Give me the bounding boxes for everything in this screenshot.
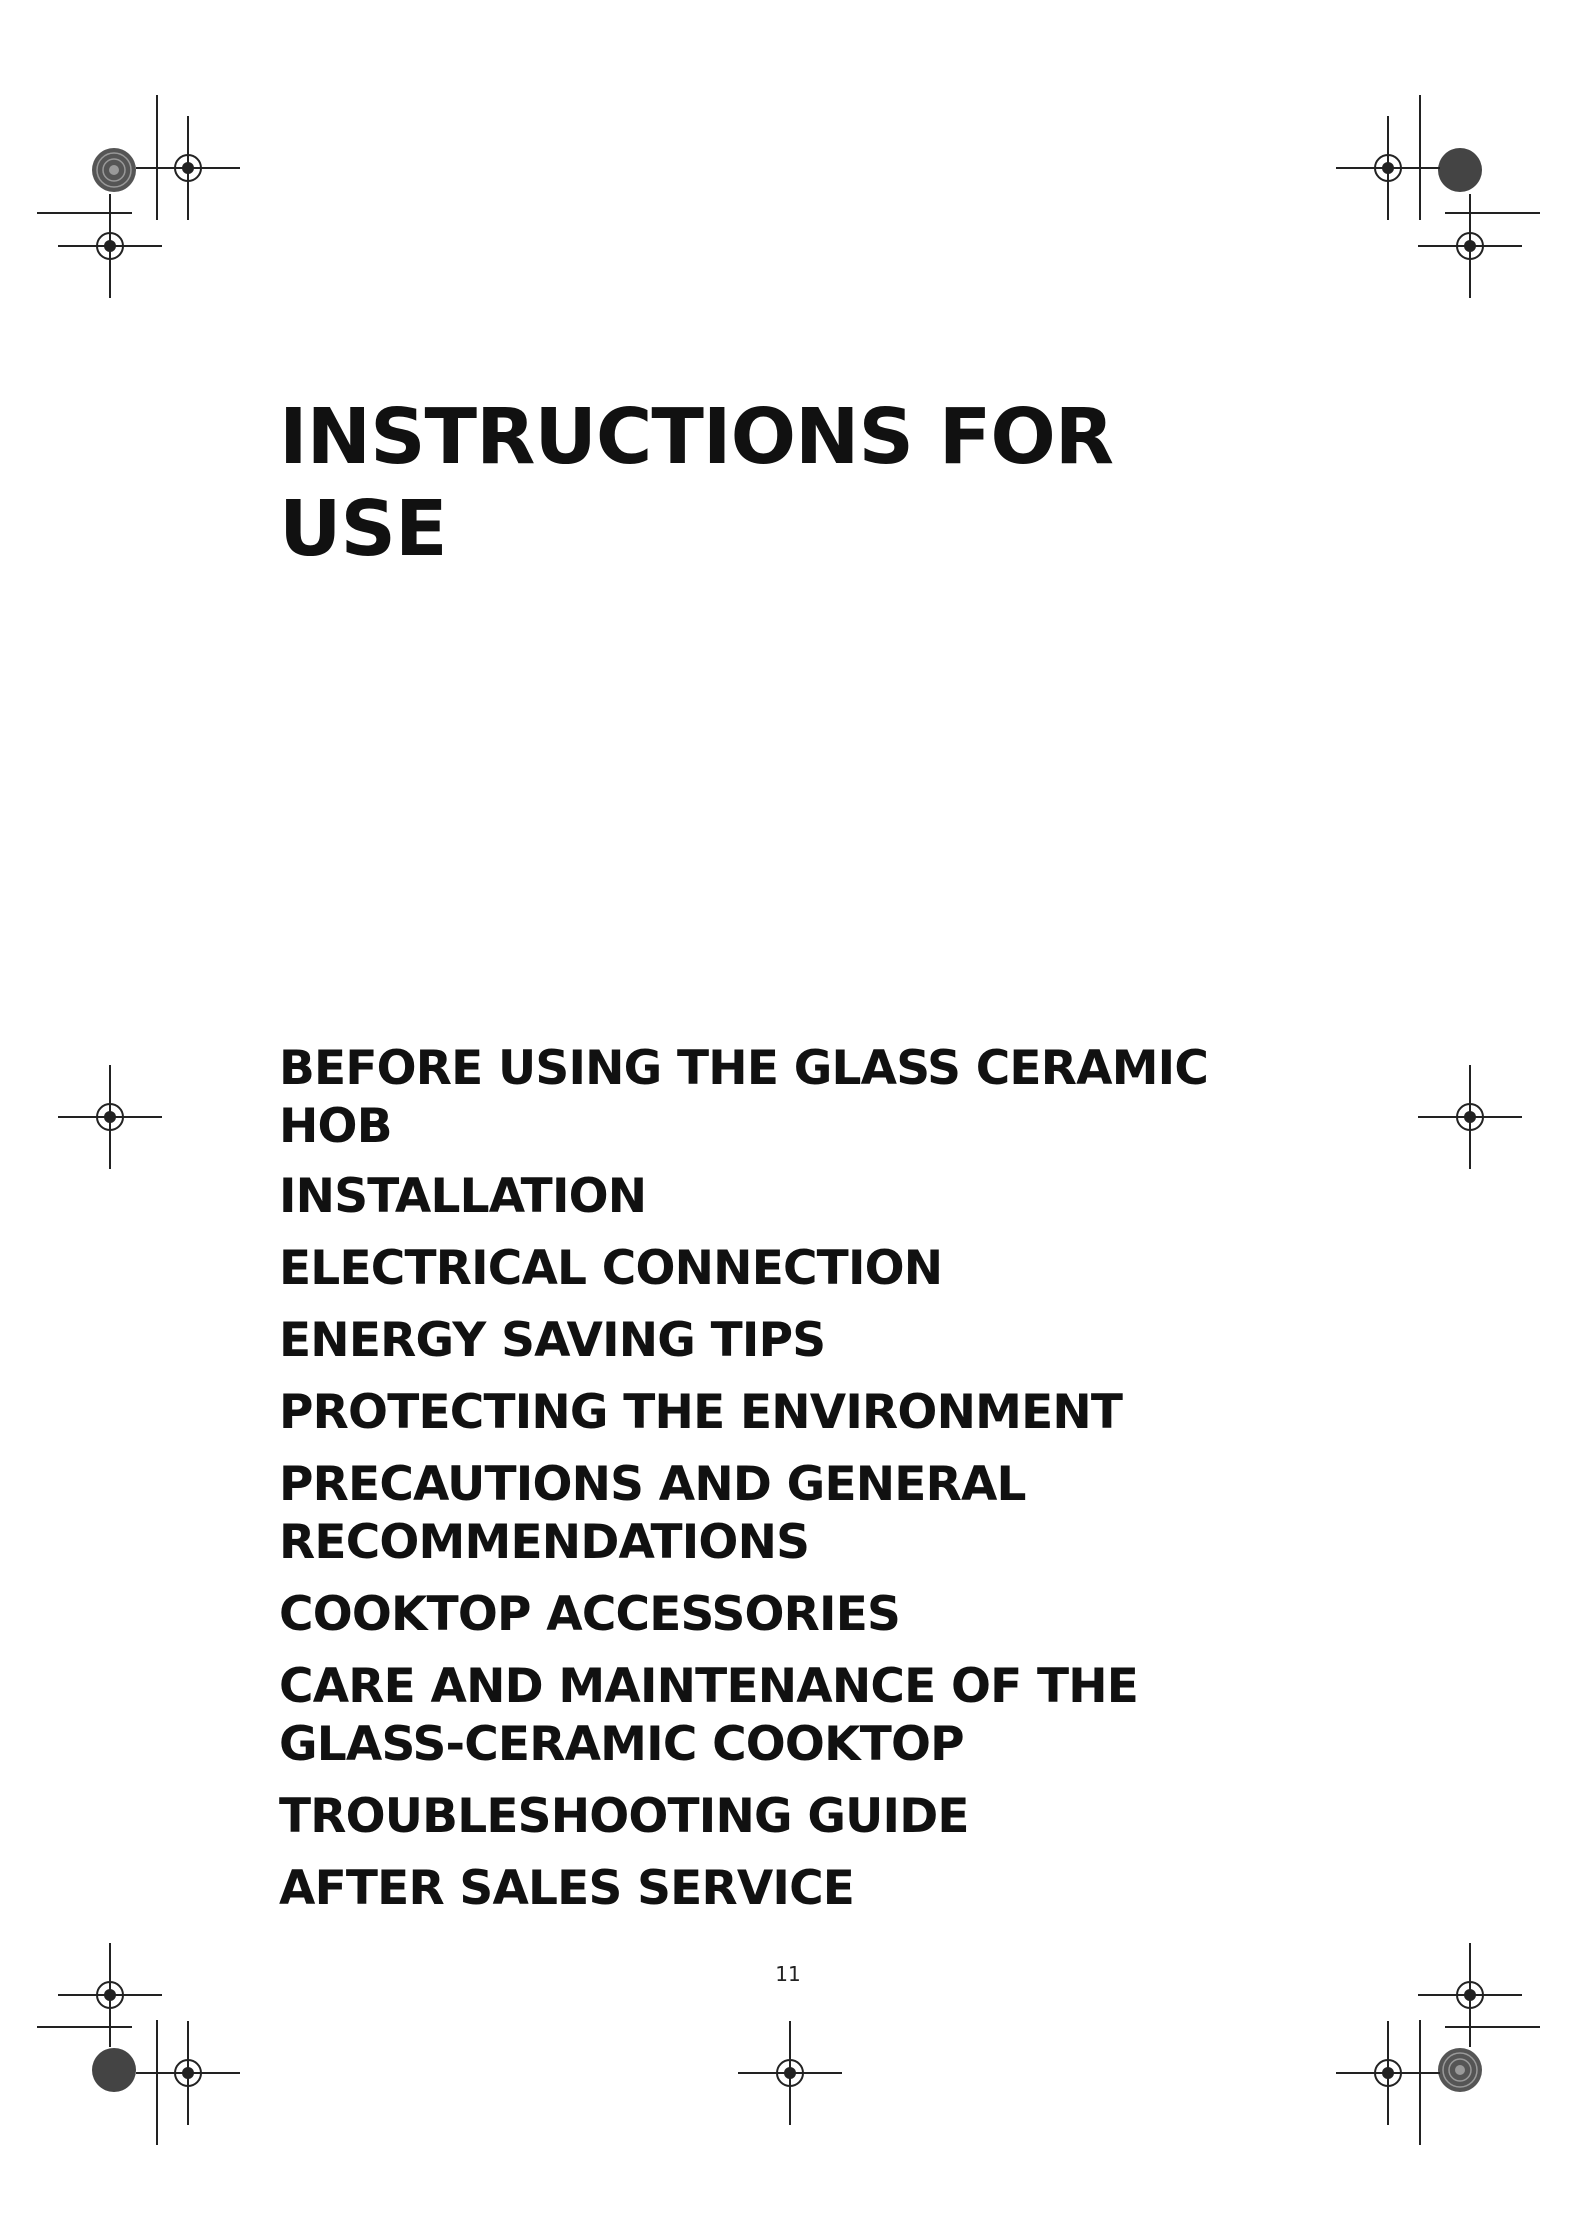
- crosshair-mark-top-right: [1336, 116, 1440, 220]
- target-mark-bottom-right: [1438, 2048, 1482, 2092]
- document-title-line-2: USE: [279, 485, 447, 574]
- toc-item-line: ENERGY SAVING TIPS: [279, 1313, 826, 1368]
- toc-item-line: PROTECTING THE ENVIRONMENT: [279, 1385, 1123, 1440]
- toc-item-troubleshooting: [279, 1788, 1379, 1846]
- toc-item-energy-saving-tips: [279, 1312, 1379, 1370]
- crosshair-mark-bottom-right: [1336, 2021, 1440, 2125]
- toc-item-line: INSTALLATION: [279, 1169, 647, 1224]
- toc-item-line: ELECTRICAL CONNECTION: [279, 1241, 943, 1296]
- toc-item-before-using: [279, 1040, 1379, 1156]
- crosshair-mark-top-left-lower: [58, 194, 162, 298]
- crop-mark-top-right: [1420, 95, 1540, 220]
- document-title-line-1: INSTRUCTIONS FOR: [279, 393, 1114, 482]
- toc-item-cooktop-accessories: [279, 1586, 1379, 1644]
- toc-item-line: COOKTOP ACCESSORIES: [279, 1587, 901, 1642]
- toc-item-line: AFTER SALES SERVICE: [279, 1861, 855, 1916]
- crosshair-mark-top-right-lower: [1418, 194, 1522, 298]
- toc-item-care-maintenance: [279, 1658, 1379, 1774]
- toc-item-line: HOB: [279, 1099, 392, 1154]
- toc-item-protecting-environment: [279, 1384, 1379, 1442]
- toc-item-line: GLASS-CERAMIC COOKTOP: [279, 1717, 964, 1772]
- toc-item-after-sales-service: [279, 1860, 1379, 1918]
- crosshair-mark-top-left: [136, 116, 240, 220]
- crosshair-mark-bottom-center: [738, 2021, 842, 2125]
- toc-item-line: BEFORE USING THE GLASS CERAMIC: [279, 1041, 1209, 1096]
- crosshair-mark-bottom-left: [136, 2021, 240, 2125]
- toc-item-installation: [279, 1168, 1379, 1226]
- crosshair-mark-bottom-left-upper: [58, 1943, 162, 2047]
- crosshair-mark-middle-left: [58, 1065, 162, 1169]
- dot-mark-top-right: [1438, 148, 1482, 192]
- document-title: [279, 392, 1379, 576]
- toc-item-line: RECOMMENDATIONS: [279, 1515, 810, 1570]
- dot-mark-bottom-left: [92, 2048, 136, 2092]
- toc-item-line: TROUBLESHOOTING GUIDE: [279, 1789, 969, 1844]
- toc-item-line: CARE AND MAINTENANCE OF THE: [279, 1659, 1139, 1714]
- crosshair-mark-middle-right: [1418, 1065, 1522, 1169]
- toc-item-line: PRECAUTIONS AND GENERAL: [279, 1457, 1026, 1512]
- target-mark-top-left: [92, 148, 136, 192]
- page-number: 11: [775, 1962, 801, 1986]
- crop-mark-bottom-right: [1420, 2020, 1540, 2145]
- toc-item-precautions: [279, 1456, 1379, 1572]
- crosshair-mark-bottom-right-upper: [1418, 1943, 1522, 2047]
- toc-item-electrical-connection: [279, 1240, 1379, 1298]
